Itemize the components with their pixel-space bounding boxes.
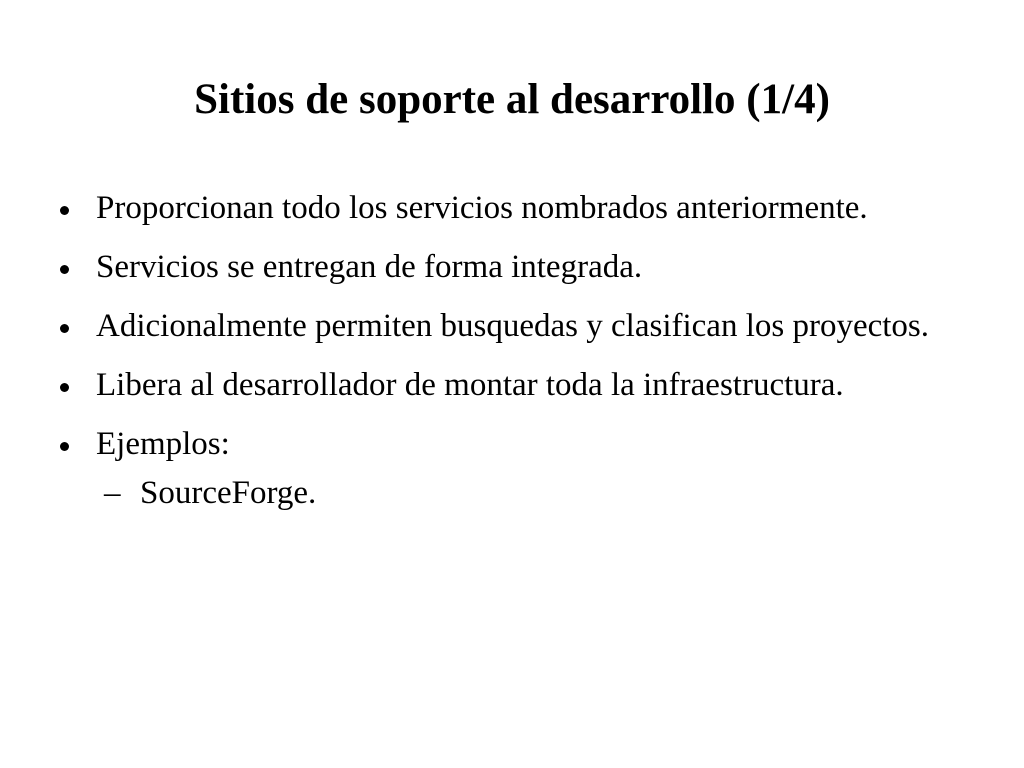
dash-icon: – (104, 475, 121, 511)
bullet-item (60, 304, 980, 349)
bullet-text: Libera al desarrollador de montar toda la infraestructura. (96, 367, 844, 403)
bullet-dot-icon (60, 265, 69, 274)
sub-bullet-text: SourceForge. (140, 475, 317, 511)
slide-title: Sitios de soporte al desarrollo (1/4) (194, 76, 830, 123)
bullet-item (60, 186, 980, 231)
bullet-dot-icon (60, 324, 69, 333)
bullet-list (60, 186, 980, 530)
bullet-item (60, 245, 980, 290)
bullet-dot-icon (60, 383, 69, 392)
bullet-item (60, 422, 980, 516)
bullet-text: Proporcionan todo los servicios nombrados anteriormente. (96, 190, 868, 226)
bullet-dot-icon (60, 442, 69, 451)
sub-bullet-list (96, 471, 980, 516)
bullet-text: Ejemplos: (96, 426, 230, 462)
sub-bullet-item (96, 471, 980, 516)
bullet-item (60, 363, 980, 408)
bullet-text: Adicionalmente permiten busquedas y clasifican los proyectos. (96, 308, 930, 344)
bullet-text: Servicios se entregan de forma integrada. (96, 249, 643, 285)
bullet-dot-icon (60, 206, 69, 215)
